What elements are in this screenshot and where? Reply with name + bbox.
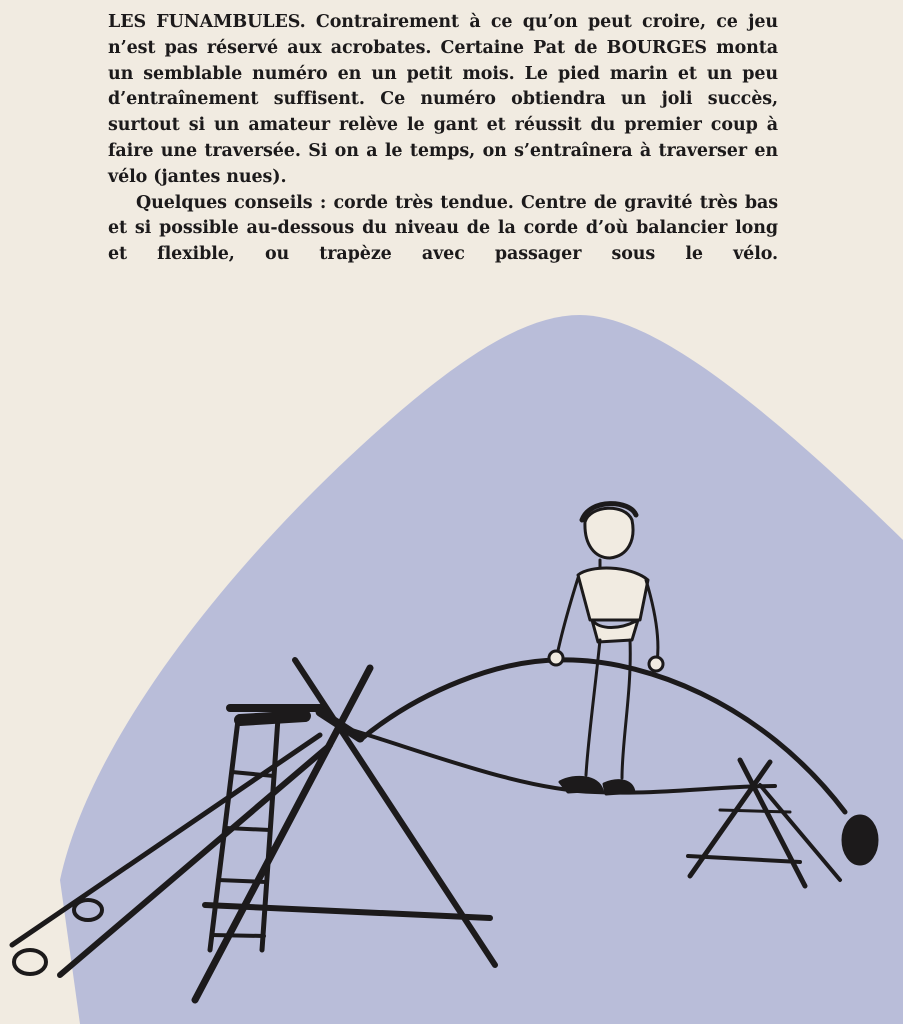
article-lead: LES FUNAMBULES. bbox=[108, 12, 306, 32]
stake-knot-left-lower bbox=[14, 950, 46, 974]
pole-end-weight bbox=[842, 815, 878, 865]
article-paragraph-2: Quelques conseils : corde très tendue. Centre de gravité très bas et si possible au-dessous du niveau de la corde d’où balancier long et flexible, ou trapèze avec passager sous le vélo. bbox=[108, 192, 778, 265]
article-body-1: Contrairement à ce qu’on peut croire, ce jeu n’est pas réservé aux acrobates. Certaine Pat de BOURGES monta un semblable numéro en un petit mois. Le pied marin et un peu d’entraînement suffisent. Ce numéro obtiendra un joli succès, surtout si un amateur relève le gant et réussit du premier coup à faire une traversée. Si on a le temps, on s’entraînera à traverser en vélo (jantes nues). bbox=[108, 12, 778, 187]
